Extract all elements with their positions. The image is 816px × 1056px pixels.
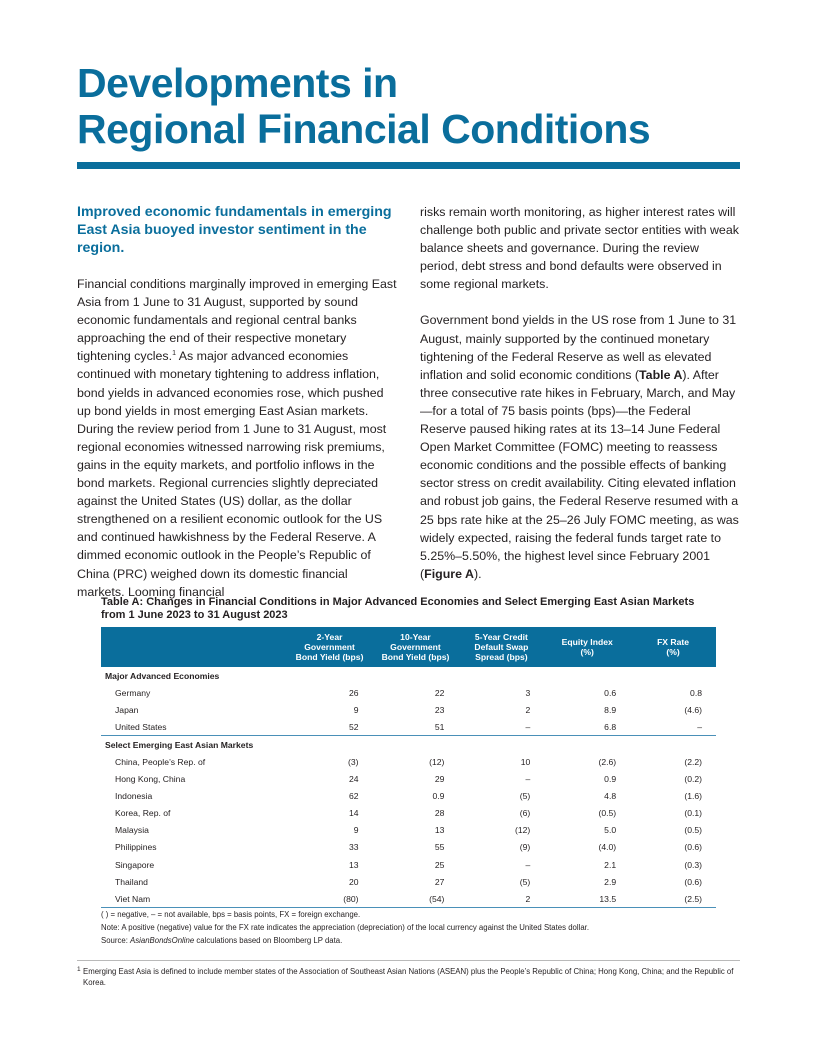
- cell-y10: (54): [373, 890, 459, 908]
- table-row: [101, 788, 716, 805]
- lead-heading: Improved economic fundamentals in emerging East Asia buoyed investor sentiment in the region.: [77, 204, 392, 256]
- source-publication: AsianBondsOnline: [130, 936, 195, 945]
- cell-fx: (2.2): [684, 757, 702, 768]
- page-title-line-2: Regional Financial Conditions: [77, 106, 651, 152]
- cell-y2: 9: [353, 704, 359, 715]
- cell-y2: (80): [287, 890, 373, 908]
- cell-fx: (0.2): [684, 774, 702, 785]
- notes-legend: ( ) = negative, – = not available, bps = basis points, FX = foreign exchange.: [101, 910, 361, 919]
- table-row: [101, 805, 716, 822]
- cell-y10: 28: [434, 808, 445, 819]
- cell-y10: 23: [434, 704, 445, 715]
- header-market: [101, 627, 287, 667]
- table-body: [101, 667, 716, 908]
- financial-conditions-table: [101, 627, 716, 908]
- table-row: [101, 684, 716, 701]
- left-paragraph-1: [77, 275, 397, 601]
- cell-eq: 4.8: [604, 791, 617, 802]
- cell-y2: 20: [348, 876, 359, 887]
- table-row: [101, 771, 716, 788]
- cell-cds: –: [525, 721, 531, 732]
- cell-market: Thailand: [115, 876, 148, 887]
- cell-fx: (2.5): [630, 890, 716, 908]
- cell-eq: (4.0): [598, 842, 617, 853]
- right-paragraph-2-text-c: ).: [473, 566, 482, 581]
- cell-market: United States: [115, 721, 167, 732]
- footnote-mark: 1: [77, 966, 81, 973]
- table-caption: [101, 596, 721, 621]
- cell-market: Hong Kong, China: [115, 774, 186, 785]
- cell-fx: (0.6): [684, 842, 702, 853]
- cell-eq: 6.8: [604, 721, 617, 732]
- table-group-row: [101, 667, 716, 684]
- cell-cds: 2: [458, 890, 544, 908]
- cell-market: China, People’s Rep. of: [115, 757, 206, 768]
- table-row: [101, 890, 716, 908]
- cell-y10: (12): [429, 757, 445, 768]
- cell-fx: (0.6): [684, 876, 702, 887]
- table-row: [101, 856, 716, 873]
- cell-y2: 24: [348, 774, 359, 785]
- cell-cds: 3: [525, 687, 531, 698]
- table-header-row: [101, 627, 716, 667]
- cell-y2: (3): [348, 757, 359, 768]
- cell-cds: (6): [519, 808, 531, 819]
- cell-eq: 8.9: [604, 704, 617, 715]
- header-cds-spread: 5-Year Credit Default Swap Spread (bps): [458, 627, 544, 667]
- cell-cds: –: [525, 774, 531, 785]
- cell-eq: 0.6: [604, 687, 617, 698]
- cell-market: Viet Nam: [101, 890, 287, 908]
- table-notes: [101, 908, 721, 947]
- cell-eq: (2.6): [598, 757, 617, 768]
- table-row: [101, 718, 716, 736]
- cell-y10: 55: [434, 842, 445, 853]
- cell-fx: 0.8: [690, 687, 702, 698]
- cell-cds: (5): [519, 791, 531, 802]
- table-row: [101, 701, 716, 718]
- group-label: Select Emerging East Asian Markets: [101, 736, 716, 754]
- footnote-text: Emerging East Asia is defined to include member states of the Association of Southeast Asian Nations (ASEAN) plus the People’s Republic of China; Hong Kong, China; and the Republic of Korea.: [83, 967, 734, 987]
- cell-market: Malaysia: [115, 825, 149, 836]
- cell-y10: 22: [434, 687, 445, 698]
- right-column: [420, 203, 740, 601]
- title-rule: [77, 162, 740, 169]
- table-caption-line-1: Table A: Changes in Financial Conditions in Major Advanced Economies and Select Emerging East Asian Markets: [101, 596, 695, 608]
- cell-y10: 51: [434, 721, 445, 732]
- page-title-line-1: Developments in: [77, 60, 398, 106]
- cell-cds: (5): [519, 876, 531, 887]
- footnote-ref-1[interactable]: 1: [172, 350, 176, 358]
- cell-y10: 27: [434, 876, 445, 887]
- header-equity-index: Equity Index (%): [544, 627, 630, 667]
- cell-eq: 2.9: [604, 876, 617, 887]
- cell-eq: 2.1: [604, 859, 617, 870]
- right-paragraph-2-text-a: Government bond yields in the US rose from 1 June to 31 August, mainly supported by the continued monetary tightening of the Federal Reserve as well as elevated inflation and solid economic conditions (: [420, 313, 737, 382]
- left-paragraph-1-text-a: Financial conditions marginally improved in emerging East Asia from 1 June to 31 August, supported by sound economic fundamentals and regional central banks approaching the end of their respective monetary tightening cycles.: [77, 277, 397, 364]
- cell-market: Singapore: [115, 859, 155, 870]
- figure-a-reference[interactable]: Figure A: [424, 566, 474, 581]
- cell-market: Philippines: [115, 842, 157, 853]
- cell-y2: 13: [348, 859, 359, 870]
- cell-market: Indonesia: [115, 791, 153, 802]
- cell-eq: 5.0: [604, 825, 617, 836]
- cell-cds: 2: [525, 704, 531, 715]
- cell-fx: (1.6): [684, 791, 702, 802]
- cell-y2: 52: [348, 721, 359, 732]
- cell-market: Germany: [115, 687, 151, 698]
- notes-source: Source: AsianBondsOnline calculations based on Bloomberg LP data.: [101, 936, 343, 945]
- table-a-reference[interactable]: Table A: [639, 367, 683, 382]
- right-paragraph-2: [420, 311, 740, 582]
- cell-market: Japan: [115, 704, 139, 715]
- left-column: [77, 203, 397, 619]
- table-row: [101, 873, 716, 890]
- group-label: Major Advanced Economies: [105, 670, 220, 681]
- right-paragraph-2-text-b: ). After three consecutive rate hikes in February, March, and May—for a total of 75 basis points (bps)—the Federal Reserve paused hiking rates at its 13–14 June Federal Open Market Committee (FOMC) meeting to reassess economic conditions and the possible effects of banking sector stress on credit availability. Citing elevated inflation and robust job gains, the Federal Reserve resumed with a 25 bps rate hike at the 25–26 July FOMC meeting, as was widely expected, raising the federal funds target rate to 5.25%–5.50%, the highest level since February 2001 (: [420, 367, 739, 581]
- cell-fx: –: [697, 721, 702, 732]
- cell-y2: 33: [348, 842, 359, 853]
- cell-cds: 10: [520, 757, 531, 768]
- footnote: [77, 966, 737, 988]
- header-10yr-yield: 10-Year Government Bond Yield (bps): [373, 627, 459, 667]
- left-paragraph-1-text-b: As major advanced economies continued with monetary tightening to address inflation, bond yields in advanced economies rose, which pushed up bond yields in most emerging East Asian markets. During the review period from 1 June to 31 August, most regional economies witnessed narrowing risk premiums, gains in the equity markets, and portfolio inflows in the bond markets. Regional currencies slightly depreciated against the United States (US) dollar, as the dollar strengthened on a resilient economic outlook for the US and continued hawkishness by the Federal Reserve. A dimmed economic outlook in the People’s Republic of China (PRC) weighed down its domestic financial markets. Looming financial: [77, 349, 387, 599]
- cell-eq: 0.9: [604, 774, 617, 785]
- cell-y2: 9: [353, 825, 359, 836]
- table-group-row: [101, 736, 716, 754]
- header-2yr-yield: 2-Year Government Bond Yield (bps): [287, 627, 373, 667]
- cell-fx: (0.5): [684, 825, 702, 836]
- header-fx-rate: FX Rate (%): [630, 627, 716, 667]
- cell-y10: 29: [434, 774, 445, 785]
- table-row: [101, 753, 716, 770]
- right-paragraph-1: risks remain worth monitoring, as higher interest rates will challenge both public and private sector entities with weak balance sheets and governance. During the review period, debt stress and bond defaults were observed in some regional markets.: [420, 205, 739, 292]
- footnote-rule: [77, 960, 740, 961]
- table-row: [101, 839, 716, 856]
- cell-y10: 0.9: [432, 791, 445, 802]
- cell-eq: 13.5: [544, 890, 630, 908]
- table-caption-line-2: from 1 June 2023 to 31 August 2023: [101, 608, 288, 621]
- cell-y2: 62: [348, 791, 359, 802]
- cell-y10: 13: [434, 825, 445, 836]
- cell-cds: (12): [514, 825, 531, 836]
- page-title: [77, 60, 650, 152]
- cell-fx: (4.6): [684, 704, 702, 715]
- cell-fx: (0.1): [684, 808, 702, 819]
- cell-cds: –: [525, 859, 531, 870]
- cell-cds: (9): [519, 842, 531, 853]
- cell-y2: 26: [348, 687, 359, 698]
- notes-note: Note: A positive (negative) value for the FX rate indicates the appreciation (depreciation) of the local currency against the United States dollar.: [101, 923, 590, 932]
- cell-y10: 25: [434, 859, 445, 870]
- cell-market: Korea, Rep. of: [115, 808, 171, 819]
- cell-y2: 14: [348, 808, 359, 819]
- cell-eq: (0.5): [598, 808, 617, 819]
- cell-fx: (0.3): [684, 859, 702, 870]
- table-row: [101, 822, 716, 839]
